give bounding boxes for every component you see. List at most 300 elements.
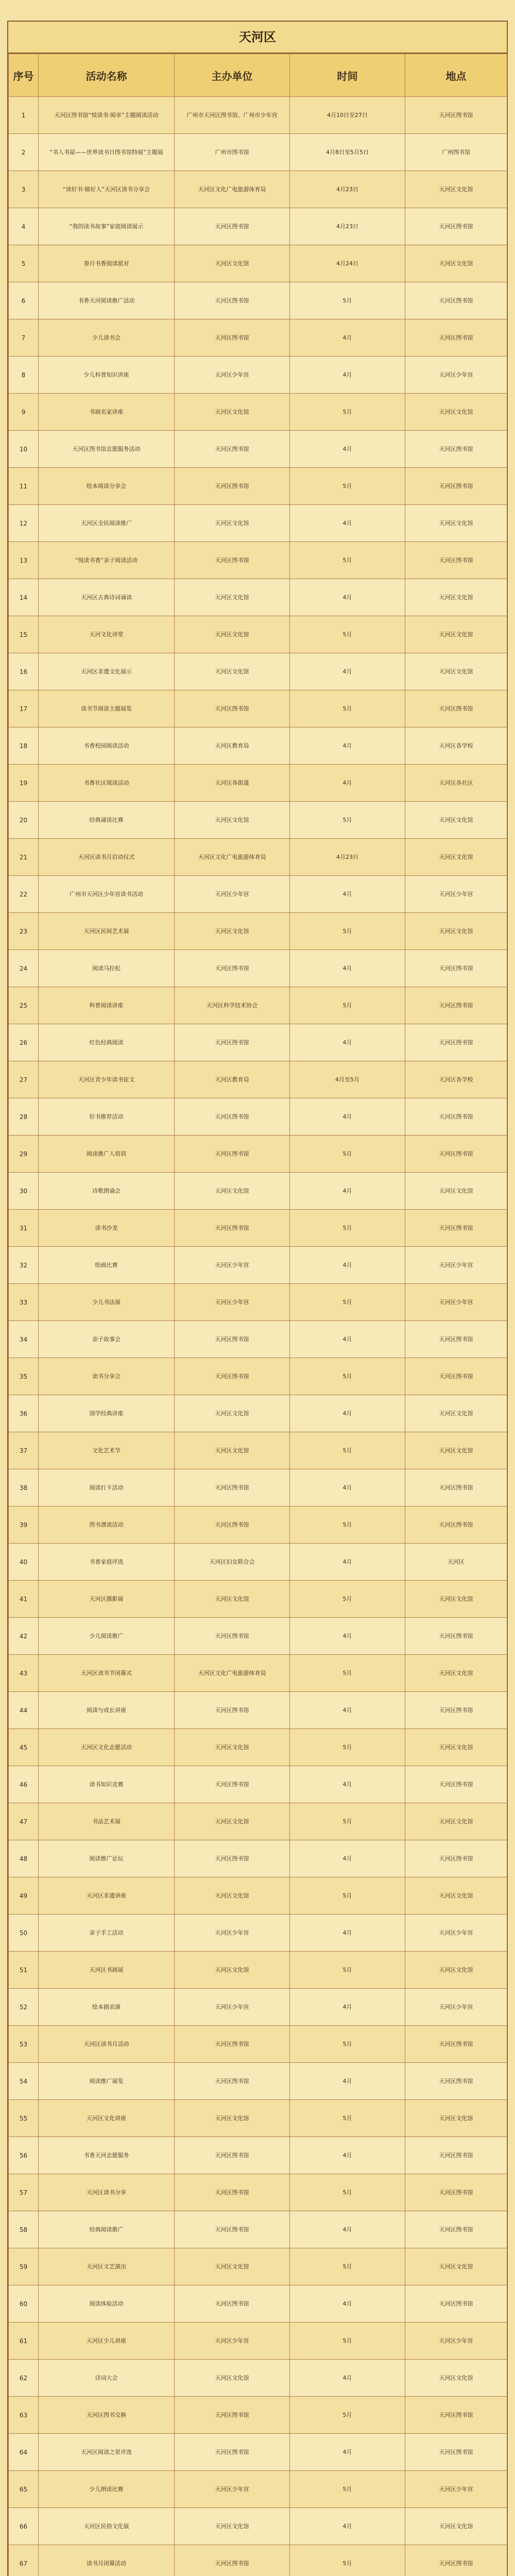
cell-host: 天河区文化馆 — [175, 2508, 290, 2545]
cell-time: 4月 — [290, 1024, 405, 1061]
cell-name: 天河区少儿讲座 — [39, 2323, 175, 2360]
cell-place: 天河区少年宫 — [405, 2471, 507, 2508]
table-row — [9, 1655, 507, 1692]
cell-name: 天河区青少年读书征文 — [39, 1061, 175, 1098]
cell-host: 天河区妇女联合会 — [175, 1544, 290, 1581]
table-body — [9, 97, 507, 2576]
table-row — [9, 2545, 507, 2576]
table-row — [9, 802, 507, 839]
cell-host: 天河区少年宫 — [175, 1284, 290, 1321]
cell-place: 天河区图书馆 — [405, 2211, 507, 2248]
cell-name: 经典阅读推广 — [39, 2211, 175, 2248]
table-row — [9, 2063, 507, 2100]
cell-time: 5月 — [290, 1432, 405, 1469]
cell-place: 天河区图书馆 — [405, 1766, 507, 1803]
cell-name: 图书漂流活动 — [39, 1506, 175, 1544]
cell-name: 广州市天河区少年宫读书活动 — [39, 876, 175, 913]
cell-name: 天河区文化志愿活动 — [39, 1729, 175, 1766]
cell-host: 天河区文化广电旅游体育局 — [175, 1655, 290, 1692]
table-row — [9, 2508, 507, 2545]
cell-place: 天河区文化馆 — [405, 1729, 507, 1766]
table-row — [9, 839, 507, 876]
cell-host: 天河区图书馆 — [175, 1136, 290, 1173]
cell-time: 4月 — [290, 653, 405, 690]
cell-name: 天河区全民阅读推广 — [39, 505, 175, 542]
cell-name: 科普阅读讲座 — [39, 987, 175, 1024]
cell-host: 天河区文化馆 — [175, 1729, 290, 1766]
cell-place: 天河区图书馆 — [405, 690, 507, 727]
cell-place: 天河区文化馆 — [405, 913, 507, 950]
cell-time: 5月 — [290, 913, 405, 950]
table-row — [9, 2360, 507, 2397]
cell-time: 4月 — [290, 876, 405, 913]
table-row — [9, 2471, 507, 2508]
header-place: 地点 — [405, 54, 507, 97]
cell-time: 5月 — [290, 468, 405, 505]
cell-index: 12 — [9, 505, 39, 542]
cell-name: 天河区图书交换 — [39, 2397, 175, 2434]
table-row — [9, 171, 507, 208]
cell-place: 天河区文化馆 — [405, 1395, 507, 1432]
cell-place: 天河区少年宫 — [405, 1247, 507, 1284]
cell-name: 天河区文艺演出 — [39, 2248, 175, 2285]
table-row — [9, 468, 507, 505]
cell-index: 26 — [9, 1024, 39, 1061]
cell-host: 天河区文化馆 — [175, 2360, 290, 2397]
cell-place: 天河区各学校 — [405, 727, 507, 765]
table-row — [9, 1024, 507, 1061]
cell-index: 24 — [9, 950, 39, 987]
cell-name: 天河区非遗讲座 — [39, 1877, 175, 1914]
cell-index: 17 — [9, 690, 39, 727]
cell-place: 天河区文化馆 — [405, 171, 507, 208]
cell-name: 好书推荐活动 — [39, 1098, 175, 1136]
cell-host: 天河区文化馆 — [175, 245, 290, 282]
cell-name: 诗词大会 — [39, 2360, 175, 2397]
cell-host: 天河区少年宫 — [175, 1914, 290, 1952]
table-row — [9, 2285, 507, 2323]
cell-host: 天河区图书馆 — [175, 1840, 290, 1877]
table-row — [9, 1395, 507, 1432]
table-row — [9, 1914, 507, 1952]
cell-place: 天河区图书馆 — [405, 208, 507, 245]
cell-place: 天河区文化馆 — [405, 1803, 507, 1840]
cell-time: 5月 — [290, 1136, 405, 1173]
cell-place: 天河区图书馆 — [405, 1469, 507, 1506]
cell-time: 5月 — [290, 2026, 405, 2063]
cell-index: 59 — [9, 2248, 39, 2285]
cell-time: 4月 — [290, 2434, 405, 2471]
cell-host: 天河区文化馆 — [175, 1581, 290, 1618]
cell-place: 天河区文化馆 — [405, 1655, 507, 1692]
cell-host: 广州市天河区图书馆、广州市少年宫 — [175, 97, 290, 134]
cell-place: 天河区文化馆 — [405, 2248, 507, 2285]
cell-name: 阅读推广展览 — [39, 2063, 175, 2100]
cell-time: 5月 — [290, 2397, 405, 2434]
cell-name: 阅读打卡活动 — [39, 1469, 175, 1506]
cell-name: 天河文化讲堂 — [39, 616, 175, 653]
table-row — [9, 1321, 507, 1358]
cell-index: 56 — [9, 2137, 39, 2174]
cell-time: 4月 — [290, 765, 405, 802]
cell-name: 阅读与成长讲座 — [39, 1692, 175, 1729]
schedule-sheet — [7, 21, 508, 2576]
cell-host: 天河区文化馆 — [175, 1877, 290, 1914]
cell-time: 5月 — [290, 1952, 405, 1989]
cell-time: 4月 — [290, 1173, 405, 1210]
cell-host: 天河区少年宫 — [175, 2471, 290, 2508]
cell-name: 阅读推广论坛 — [39, 1840, 175, 1877]
cell-index: 11 — [9, 468, 39, 505]
cell-index: 25 — [9, 987, 39, 1024]
cell-host: 天河区文化馆 — [175, 1432, 290, 1469]
cell-name: 阅读体验活动 — [39, 2285, 175, 2323]
table-row — [9, 1247, 507, 1284]
cell-name: 亲子手工活动 — [39, 1914, 175, 1952]
cell-place: 天河区各学校 — [405, 1061, 507, 1098]
cell-name: “悦读书香”亲子阅读活动 — [39, 542, 175, 579]
cell-time: 4月 — [290, 727, 405, 765]
cell-time: 5月 — [290, 1210, 405, 1247]
cell-time: 4月 — [290, 1395, 405, 1432]
cell-time: 4月 — [290, 1914, 405, 1952]
cell-place: 天河区各社区 — [405, 765, 507, 802]
table-row — [9, 357, 507, 394]
cell-index: 33 — [9, 1284, 39, 1321]
cell-time: 4月 — [290, 2063, 405, 2100]
cell-index: 42 — [9, 1618, 39, 1655]
cell-index: 50 — [9, 1914, 39, 1952]
cell-place: 天河区图书馆 — [405, 1321, 507, 1358]
cell-name: 文化艺术节 — [39, 1432, 175, 1469]
cell-name: 书画名家讲座 — [39, 394, 175, 431]
cell-place: 天河区图书馆 — [405, 2545, 507, 2576]
cell-index: 46 — [9, 1766, 39, 1803]
cell-name: 天河区读书分享 — [39, 2174, 175, 2211]
cell-time: 5月 — [290, 282, 405, 319]
cell-time: 4月8日至5月5日 — [290, 134, 405, 171]
cell-time: 4月 — [290, 1618, 405, 1655]
cell-host: 天河区文化馆 — [175, 579, 290, 616]
table-row — [9, 1210, 507, 1247]
cell-place: 天河区 — [405, 1544, 507, 1581]
cell-index: 47 — [9, 1803, 39, 1840]
cell-index: 29 — [9, 1136, 39, 1173]
table-row — [9, 1284, 507, 1321]
cell-index: 27 — [9, 1061, 39, 1098]
cell-index: 1 — [9, 97, 39, 134]
cell-name: 绘本剧表演 — [39, 1989, 175, 2026]
cell-name: 天河区读书月活动 — [39, 2026, 175, 2063]
cell-host: 天河区文化馆 — [175, 505, 290, 542]
cell-time: 4月10日至27日 — [290, 97, 405, 134]
cell-time: 5月 — [290, 1358, 405, 1395]
cell-name: 阅读推广人培训 — [39, 1136, 175, 1173]
cell-host: 天河区教育局 — [175, 727, 290, 765]
cell-host: 天河区文化广电旅游体育局 — [175, 839, 290, 876]
cell-name: 少儿书法展 — [39, 1284, 175, 1321]
cell-index: 10 — [9, 431, 39, 468]
cell-time: 4月 — [290, 1098, 405, 1136]
cell-place: 天河区少年宫 — [405, 1914, 507, 1952]
table-row — [9, 727, 507, 765]
cell-host: 天河区图书馆 — [175, 542, 290, 579]
cell-index: 16 — [9, 653, 39, 690]
cell-index: 32 — [9, 1247, 39, 1284]
cell-time: 4月 — [290, 1544, 405, 1581]
cell-time: 4月 — [290, 1840, 405, 1877]
cell-name: 书法艺术展 — [39, 1803, 175, 1840]
cell-host: 天河区图书馆 — [175, 208, 290, 245]
cell-index: 6 — [9, 282, 39, 319]
table-row — [9, 505, 507, 542]
table-row — [9, 1544, 507, 1581]
cell-host: 天河区文化馆 — [175, 1803, 290, 1840]
table-row — [9, 1766, 507, 1803]
cell-place: 天河区图书馆 — [405, 282, 507, 319]
table-row — [9, 1877, 507, 1914]
cell-name: 书香社区阅读活动 — [39, 765, 175, 802]
cell-index: 57 — [9, 2174, 39, 2211]
cell-time: 5月 — [290, 987, 405, 1024]
table-row — [9, 1692, 507, 1729]
table-row — [9, 1469, 507, 1506]
cell-name: 少儿朗读比赛 — [39, 2471, 175, 2508]
cell-index: 54 — [9, 2063, 39, 2100]
cell-time: 4月24日 — [290, 245, 405, 282]
cell-time: 5月 — [290, 394, 405, 431]
cell-index: 52 — [9, 1989, 39, 2026]
table-row — [9, 1358, 507, 1395]
cell-index: 31 — [9, 1210, 39, 1247]
table-row — [9, 950, 507, 987]
cell-index: 44 — [9, 1692, 39, 1729]
cell-host: 天河区图书馆 — [175, 431, 290, 468]
cell-place: 天河区图书馆 — [405, 97, 507, 134]
cell-time: 5月 — [290, 2471, 405, 2508]
cell-index: 36 — [9, 1395, 39, 1432]
cell-place: 天河区文化馆 — [405, 1952, 507, 1989]
cell-time: 4月 — [290, 579, 405, 616]
cell-name: 读书节阅读主题展览 — [39, 690, 175, 727]
cell-name: 天河区摄影展 — [39, 1581, 175, 1618]
cell-place: 天河区文化馆 — [405, 653, 507, 690]
cell-host: 天河区文化馆 — [175, 913, 290, 950]
cell-place: 天河区图书馆 — [405, 1692, 507, 1729]
cell-index: 60 — [9, 2285, 39, 2323]
cell-host: 天河区图书馆 — [175, 1024, 290, 1061]
cell-name: 天河区古典诗词诵读 — [39, 579, 175, 616]
cell-place: 天河区图书馆 — [405, 1024, 507, 1061]
cell-host: 天河区文化馆 — [175, 2248, 290, 2285]
cell-index: 45 — [9, 1729, 39, 1766]
cell-host: 天河区少年宫 — [175, 357, 290, 394]
cell-place: 天河区文化馆 — [405, 839, 507, 876]
cell-time: 4月 — [290, 2211, 405, 2248]
cell-host: 天河区图书馆 — [175, 2397, 290, 2434]
cell-host: 广州市图书馆 — [175, 134, 290, 171]
cell-index: 34 — [9, 1321, 39, 1358]
cell-host: 天河区图书馆 — [175, 2285, 290, 2323]
cell-host: 天河区各街道 — [175, 765, 290, 802]
cell-host: 天河区少年宫 — [175, 1247, 290, 1284]
cell-name: 天河区民间艺术展 — [39, 913, 175, 950]
cell-time: 4月23日 — [290, 171, 405, 208]
table-row — [9, 2323, 507, 2360]
cell-index: 39 — [9, 1506, 39, 1544]
cell-time: 4月 — [290, 1692, 405, 1729]
cell-host: 天河区图书馆 — [175, 1506, 290, 1544]
cell-name: 少儿读书会 — [39, 319, 175, 357]
cell-host: 天河区文化馆 — [175, 2100, 290, 2137]
cell-place: 天河区文化馆 — [405, 394, 507, 431]
cell-place: 天河区文化馆 — [405, 616, 507, 653]
cell-index: 9 — [9, 394, 39, 431]
table-row — [9, 1506, 507, 1544]
cell-name: 天河区书画展 — [39, 1952, 175, 1989]
cell-index: 41 — [9, 1581, 39, 1618]
cell-host: 天河区文化馆 — [175, 1952, 290, 1989]
cell-place: 天河区图书馆 — [405, 319, 507, 357]
cell-place: 天河区图书馆 — [405, 2137, 507, 2174]
table-row — [9, 2211, 507, 2248]
table-row — [9, 1061, 507, 1098]
cell-time: 5月 — [290, 2174, 405, 2211]
cell-time: 5月 — [290, 2323, 405, 2360]
cell-time: 4月 — [290, 2508, 405, 2545]
cell-name: 读书沙龙 — [39, 1210, 175, 1247]
cell-index: 35 — [9, 1358, 39, 1395]
table-row — [9, 134, 507, 171]
table-row — [9, 653, 507, 690]
cell-time: 4月23日 — [290, 208, 405, 245]
cell-host: 天河区图书馆 — [175, 2434, 290, 2471]
cell-host: 天河区文化馆 — [175, 1395, 290, 1432]
cell-time: 4月 — [290, 319, 405, 357]
table-row — [9, 690, 507, 727]
cell-index: 38 — [9, 1469, 39, 1506]
cell-name: 阅读马拉松 — [39, 950, 175, 987]
cell-name: 书香天河阅读推广活动 — [39, 282, 175, 319]
table-row — [9, 1173, 507, 1210]
cell-time: 5月 — [290, 1284, 405, 1321]
cell-index: 43 — [9, 1655, 39, 1692]
cell-index: 8 — [9, 357, 39, 394]
cell-index: 30 — [9, 1173, 39, 1210]
cell-place: 天河区少年宫 — [405, 2323, 507, 2360]
cell-place: 天河区图书馆 — [405, 1618, 507, 1655]
cell-name: 经典诵读比赛 — [39, 802, 175, 839]
cell-place: 天河区图书馆 — [405, 542, 507, 579]
cell-place: 天河区图书馆 — [405, 987, 507, 1024]
cell-place: 天河区图书馆 — [405, 1358, 507, 1395]
cell-host: 天河区图书馆 — [175, 1469, 290, 1506]
table-row — [9, 319, 507, 357]
cell-index: 15 — [9, 616, 39, 653]
cell-place: 天河区图书馆 — [405, 2174, 507, 2211]
cell-index: 51 — [9, 1952, 39, 1989]
cell-index: 4 — [9, 208, 39, 245]
table-row — [9, 1729, 507, 1766]
cell-index: 53 — [9, 2026, 39, 2063]
table-row — [9, 394, 507, 431]
cell-host: 天河区教育局 — [175, 1061, 290, 1098]
cell-name: “我的读书故事”家庭阅读展示 — [39, 208, 175, 245]
cell-host: 天河区图书馆 — [175, 2026, 290, 2063]
cell-name: 天河区图书馆“悦读书·阅享”主题阅读活动 — [39, 97, 175, 134]
cell-time: 5月 — [290, 2545, 405, 2576]
cell-host: 天河区图书馆 — [175, 2063, 290, 2100]
cell-time: 4月 — [290, 431, 405, 468]
cell-name: “书人书屋——世界读书日图书馆特展”主题展 — [39, 134, 175, 171]
cell-index: 65 — [9, 2471, 39, 2508]
cell-host: 天河区图书馆 — [175, 2211, 290, 2248]
cell-time: 5月 — [290, 2248, 405, 2285]
cell-name: 天河区文化讲座 — [39, 2100, 175, 2137]
table-row — [9, 2397, 507, 2434]
cell-name: 书香天河志愿服务 — [39, 2137, 175, 2174]
table-header-row — [9, 54, 507, 97]
table-row — [9, 765, 507, 802]
cell-index: 5 — [9, 245, 39, 282]
table-row — [9, 542, 507, 579]
cell-index: 21 — [9, 839, 39, 876]
cell-place: 天河区文化馆 — [405, 1877, 507, 1914]
cell-index: 14 — [9, 579, 39, 616]
cell-place: 天河区文化馆 — [405, 1432, 507, 1469]
cell-name: 国学经典讲座 — [39, 1395, 175, 1432]
cell-index: 23 — [9, 913, 39, 950]
cell-name: 天河区读书节闭幕式 — [39, 1655, 175, 1692]
cell-host: 天河区少年宫 — [175, 2323, 290, 2360]
cell-host: 天河区图书馆 — [175, 468, 290, 505]
table-row — [9, 431, 507, 468]
cell-place: 天河区图书馆 — [405, 950, 507, 987]
cell-host: 天河区图书馆 — [175, 282, 290, 319]
cell-host: 天河区文化馆 — [175, 653, 290, 690]
cell-time: 5月 — [290, 2100, 405, 2137]
cell-time: 4月 — [290, 2137, 405, 2174]
cell-time: 4月 — [290, 950, 405, 987]
cell-name: 读书分享会 — [39, 1358, 175, 1395]
cell-host: 天河区图书馆 — [175, 1358, 290, 1395]
cell-host: 天河区图书馆 — [175, 1766, 290, 1803]
cell-host: 天河区图书馆 — [175, 690, 290, 727]
cell-name: 绘本阅读分享会 — [39, 468, 175, 505]
cell-index: 19 — [9, 765, 39, 802]
table-row — [9, 2248, 507, 2285]
table-row — [9, 245, 507, 282]
cell-index: 40 — [9, 1544, 39, 1581]
cell-time: 4月 — [290, 1989, 405, 2026]
cell-host: 天河区文化馆 — [175, 394, 290, 431]
table-row — [9, 1989, 507, 2026]
cell-place: 天河区文化馆 — [405, 1173, 507, 1210]
table-row — [9, 2434, 507, 2471]
cell-index: 37 — [9, 1432, 39, 1469]
cell-name: “读好书·做好人”天河区读书分享会 — [39, 171, 175, 208]
activity-table — [8, 54, 507, 2576]
cell-place: 天河区图书馆 — [405, 1136, 507, 1173]
cell-place: 天河区少年宫 — [405, 1989, 507, 2026]
table-row — [9, 616, 507, 653]
table-row — [9, 1618, 507, 1655]
cell-time: 4月 — [290, 2285, 405, 2323]
cell-time: 5月 — [290, 690, 405, 727]
cell-time: 5月 — [290, 542, 405, 579]
cell-host: 天河区图书馆 — [175, 1210, 290, 1247]
cell-host: 天河区图书馆 — [175, 2545, 290, 2576]
